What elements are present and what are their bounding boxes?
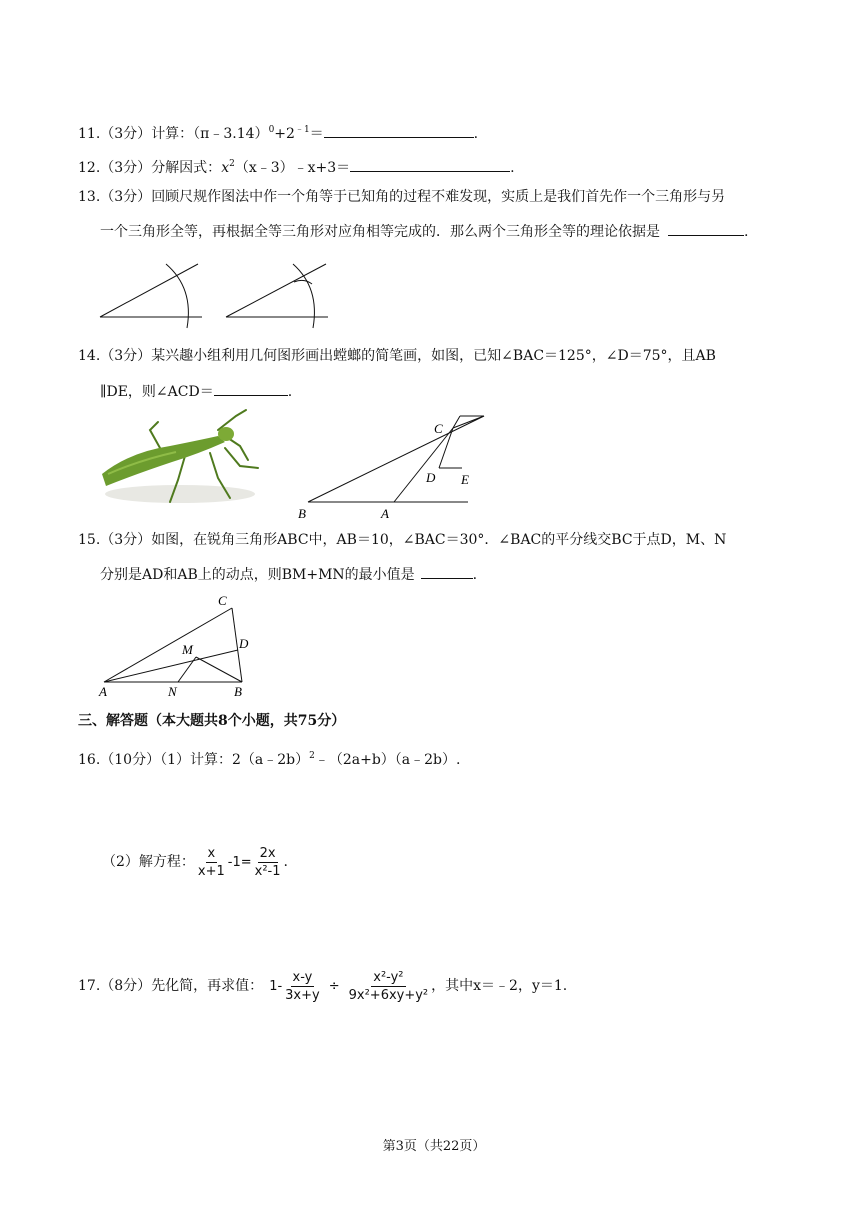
- angle-construction-figure: [96, 258, 336, 330]
- mantis-image: [100, 408, 265, 508]
- label-c: C: [218, 593, 227, 608]
- label-c: C: [434, 421, 443, 436]
- question-11: 11.（3分）计算：$(\pi﹣3.14)^0+2^{﹣1}=$ .: [78, 125, 479, 142]
- fraction-1: $\frac{x-y}{3x+y}$: [285, 969, 320, 1003]
- q14-geometry-figure: [290, 408, 500, 523]
- label-a: A: [99, 684, 107, 699]
- question-16-part2: （2）解方程： $\frac{x}{x+1}$ -1= $\frac{2x}{\text{x²-1}}$ .: [102, 845, 288, 879]
- answer-blank[interactable]: [324, 123, 474, 138]
- label-m: M: [182, 642, 193, 657]
- label-d: D: [239, 636, 249, 651]
- question-13: 13.（3分）回顾尺规作图法中作一个角等于已知角的过程不难发现，实质上是我们首先作一个三角形与另: [78, 189, 726, 205]
- question-17: 17.（8分）先化简，再求值： 1- $\frac{x-y}{3x+y}$ ÷ $\frac{\text{x²-y²}}{\text{9x²+6xy+y²}}$ ，其中x＝﹣2，y＝1.: [78, 969, 568, 1003]
- label-a: A: [381, 506, 389, 521]
- question-13-line2: 一个三角形全等，再根据全等三角形对应角相等完成的．那么两个三角形全等的理论依据是 .: [100, 221, 748, 242]
- label-b: B: [234, 684, 242, 699]
- label-b: B: [298, 506, 306, 521]
- question-15: 15.（3分）如图，在锐角三角形ABC中，AB＝10，∠BAC＝30°．∠BAC的平分线交BC于点D，M、N: [78, 532, 727, 548]
- answer-blank[interactable]: [350, 157, 510, 172]
- page-footer: 第3页（共22页）: [382, 1139, 486, 1154]
- answer-blank[interactable]: [421, 564, 473, 579]
- question-14: 14.（3分）某兴趣小组利用几何图形画出螳螂的简笔画，如图，已知∠BAC＝125°，∠D＝75°，且AB: [78, 348, 716, 364]
- fraction-2: $\frac{2x}{\text{x²-1}}$: [254, 845, 281, 879]
- question-15-line2: 分别是AD和AB上的动点，则BM+MN的最小值是 .: [100, 564, 477, 585]
- answer-blank[interactable]: [214, 381, 288, 396]
- answer-blank[interactable]: [668, 221, 744, 236]
- fraction-2: $\frac{\text{x²-y²}}{\text{9x²+6xy+y²}}$: [348, 969, 429, 1003]
- question-16-part1: 16.（10分）（1）计算：2（a﹣2b）$^2$﹣（2a+b）（a﹣2b）.: [78, 751, 461, 768]
- q15-triangle-figure: [96, 590, 266, 702]
- label-d: D: [426, 470, 436, 485]
- label-e: E: [461, 472, 469, 487]
- label-n: N: [168, 684, 177, 699]
- question-12: 12.（3分）分解因式：$x^2(x﹣3)﹣x+3=$ .: [78, 159, 515, 176]
- question-14-line2: ∥DE，则∠ACD＝ .: [100, 381, 292, 402]
- section-3-heading: 三、解答题（本大题共8个小题，共75分）: [78, 713, 346, 729]
- fraction-1: $\frac{x}{x+1}$: [197, 845, 225, 879]
